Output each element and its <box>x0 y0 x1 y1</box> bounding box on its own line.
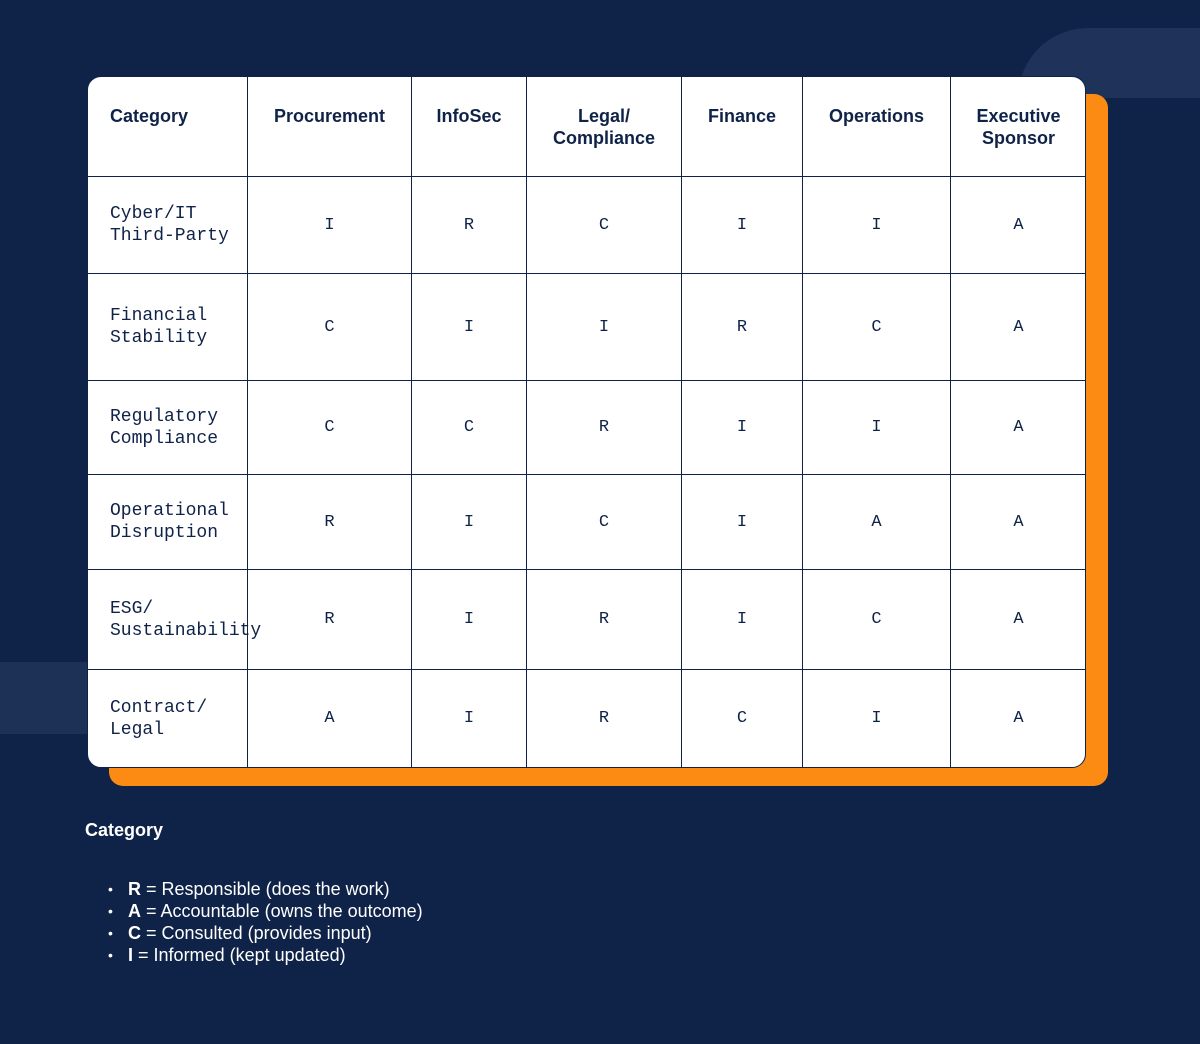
raci-cell: A <box>951 670 1087 768</box>
column-header-legal-compliance <box>527 77 682 177</box>
table-row <box>88 381 1087 475</box>
table-row <box>88 177 1087 274</box>
legend-item <box>108 922 423 944</box>
raci-cell: C <box>248 381 412 475</box>
raci-cell: A <box>248 670 412 768</box>
row-category: Contract/ Legal <box>88 670 248 768</box>
row-category: Financial Stability <box>88 274 248 381</box>
header-text: Operations <box>828 106 925 126</box>
legend-item <box>108 878 423 900</box>
raci-cell: I <box>803 381 951 475</box>
header-text: Procurement <box>273 106 386 126</box>
column-header-finance <box>682 77 803 177</box>
legend-key: C <box>128 923 141 943</box>
column-header-procurement <box>248 77 412 177</box>
raci-cell: R <box>248 475 412 570</box>
raci-cell: I <box>682 381 803 475</box>
legend-text: = Responsible (does the work) <box>146 879 390 899</box>
raci-cell: R <box>527 381 682 475</box>
raci-cell: I <box>412 670 527 768</box>
raci-cell: I <box>412 475 527 570</box>
row-category: ESG/ Sustainability <box>88 570 248 670</box>
raci-cell: A <box>951 570 1087 670</box>
legend-item <box>108 944 423 966</box>
row-category: Operational Disruption <box>88 475 248 570</box>
legend-text: = Consulted (provides input) <box>146 923 372 943</box>
raci-cell: I <box>682 475 803 570</box>
raci-cell: I <box>803 670 951 768</box>
legend-text: = Informed (kept updated) <box>138 945 346 965</box>
raci-cell: A <box>803 475 951 570</box>
raci-cell: I <box>682 177 803 274</box>
header-text: Legal/ <box>577 106 630 126</box>
header-text: Finance <box>707 106 777 126</box>
legend-title: Category <box>85 820 164 840</box>
raci-cell: R <box>682 274 803 381</box>
raci-cell: I <box>803 177 951 274</box>
header-text: Compliance <box>552 128 656 148</box>
raci-cell: C <box>527 177 682 274</box>
raci-cell: R <box>248 570 412 670</box>
raci-cell: I <box>412 570 527 670</box>
raci-cell: R <box>527 570 682 670</box>
header-text: Executive <box>976 106 1061 126</box>
column-header-infosec <box>412 77 527 177</box>
header-text: InfoSec <box>436 106 502 126</box>
table-row <box>88 570 1087 670</box>
legend-key: I <box>128 945 134 965</box>
legend-list <box>108 878 423 966</box>
legend-key: A <box>128 901 141 921</box>
raci-cell: I <box>248 177 412 274</box>
raci-matrix-table <box>87 76 1086 768</box>
column-header-executive-sponsor <box>951 77 1087 177</box>
raci-cell: I <box>412 274 527 381</box>
column-header-category <box>88 77 248 177</box>
legend-key: R <box>128 879 141 899</box>
raci-matrix-card <box>87 76 1086 768</box>
raci-cell: A <box>951 475 1087 570</box>
matrix-body <box>88 177 1087 768</box>
row-category: Regulatory Compliance <box>88 381 248 475</box>
raci-cell: C <box>248 274 412 381</box>
header-text: Category <box>110 106 189 126</box>
legend-text: = Accountable (owns the outcome) <box>146 901 423 921</box>
raci-cell: C <box>803 570 951 670</box>
legend-item <box>108 900 423 922</box>
raci-cell: I <box>682 570 803 670</box>
column-header-operations <box>803 77 951 177</box>
raci-cell: I <box>527 274 682 381</box>
table-row <box>88 274 1087 381</box>
raci-cell: R <box>412 177 527 274</box>
table-row <box>88 670 1087 768</box>
row-category: Cyber/IT Third-Party <box>88 177 248 274</box>
raci-cell: C <box>412 381 527 475</box>
raci-cell: A <box>951 381 1087 475</box>
header-text: Sponsor <box>981 128 1055 148</box>
header-row <box>88 77 1087 177</box>
raci-cell: C <box>682 670 803 768</box>
raci-cell: C <box>527 475 682 570</box>
raci-cell: C <box>803 274 951 381</box>
raci-cell: A <box>951 177 1087 274</box>
raci-cell: A <box>951 274 1087 381</box>
raci-cell: R <box>527 670 682 768</box>
table-row <box>88 475 1087 570</box>
